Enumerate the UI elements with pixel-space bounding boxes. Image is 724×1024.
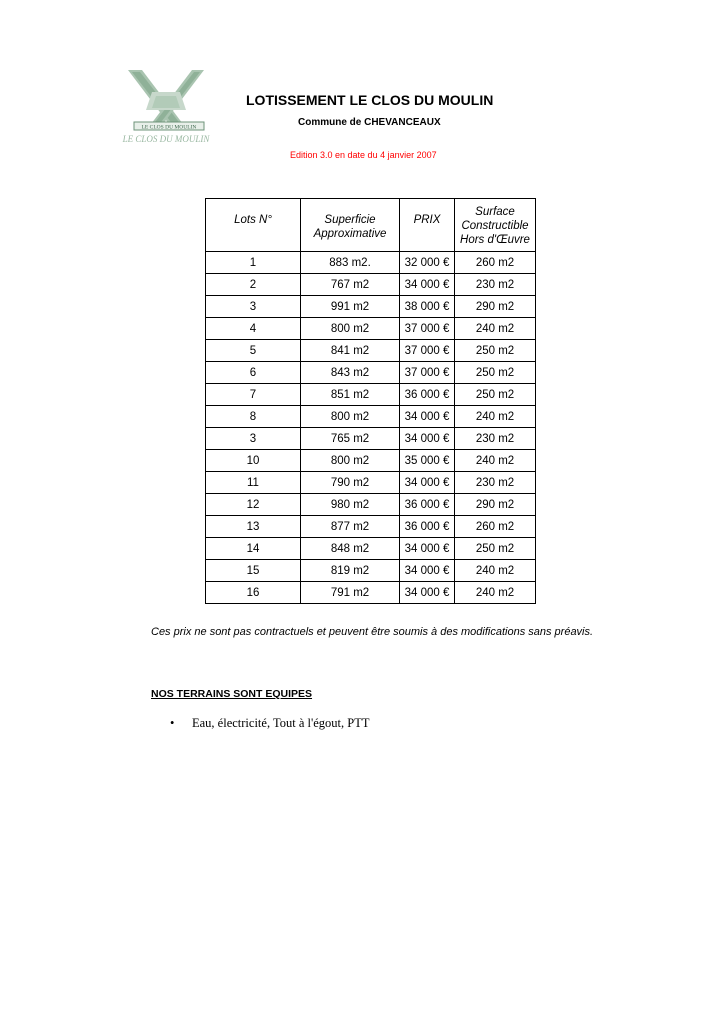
cell-price: 34 000 € <box>400 406 455 428</box>
table-row <box>206 318 536 340</box>
cell-buildable-surface: 250 m2 <box>455 340 536 362</box>
logo-script-text: LE CLOS DU MOULIN <box>122 134 210 144</box>
equipment-item-text: Eau, électricité, Tout à l'égout, PTT <box>192 716 370 730</box>
pricing-disclaimer: Ces prix ne sont pas contractuels et peuvent être soumis à des modifications sans préavis. <box>151 626 594 638</box>
table-row <box>206 516 536 538</box>
cell-buildable-surface: 250 m2 <box>455 384 536 406</box>
cell-lot-number: 16 <box>206 582 301 604</box>
cell-buildable-surface: 290 m2 <box>455 296 536 318</box>
cell-lot-number: 12 <box>206 494 301 516</box>
cell-buildable-surface: 240 m2 <box>455 560 536 582</box>
table-row <box>206 296 536 318</box>
col-header-surface-area: Superficie Approximative <box>301 199 400 252</box>
cell-buildable-surface: 230 m2 <box>455 472 536 494</box>
cell-price: 34 000 € <box>400 472 455 494</box>
cell-lot-number: 6 <box>206 362 301 384</box>
cell-surface-area: 800 m2 <box>301 450 400 472</box>
col-header-price: PRIX <box>400 199 455 252</box>
table-row <box>206 582 536 604</box>
cell-surface-area: 851 m2 <box>301 384 400 406</box>
list-item <box>170 716 369 731</box>
table-row <box>206 560 536 582</box>
edition-date: Edition 3.0 en date du 4 janvier 2007 <box>290 150 437 160</box>
cell-lot-number: 7 <box>206 384 301 406</box>
table-row <box>206 494 536 516</box>
cell-buildable-surface: 240 m2 <box>455 318 536 340</box>
cell-buildable-surface: 260 m2 <box>455 516 536 538</box>
cell-price: 35 000 € <box>400 450 455 472</box>
table-row <box>206 362 536 384</box>
cell-buildable-surface: 290 m2 <box>455 494 536 516</box>
table-row <box>206 252 536 274</box>
table-header-row <box>206 199 536 252</box>
cell-surface-area: 765 m2 <box>301 428 400 450</box>
cell-price: 37 000 € <box>400 318 455 340</box>
cell-lot-number: 1 <box>206 252 301 274</box>
cell-buildable-surface: 240 m2 <box>455 450 536 472</box>
logo-crossed-blades <box>128 70 204 128</box>
table-row <box>206 384 536 406</box>
cell-lot-number: 4 <box>206 318 301 340</box>
cell-price: 36 000 € <box>400 494 455 516</box>
logo-banner-text: LE CLOS DU MOULIN <box>141 124 197 131</box>
cell-lot-number: 15 <box>206 560 301 582</box>
cell-surface-area: 800 m2 <box>301 318 400 340</box>
cell-buildable-surface: 230 m2 <box>455 274 536 296</box>
cell-surface-area: 991 m2 <box>301 296 400 318</box>
cell-price: 34 000 € <box>400 582 455 604</box>
col-header-lot-number: Lots N° <box>206 199 301 252</box>
cell-surface-area: 767 m2 <box>301 274 400 296</box>
table-row <box>206 428 536 450</box>
cell-buildable-surface: 260 m2 <box>455 252 536 274</box>
cell-price: 37 000 € <box>400 362 455 384</box>
cell-buildable-surface: 240 m2 <box>455 582 536 604</box>
table-row <box>206 340 536 362</box>
cell-price: 34 000 € <box>400 538 455 560</box>
cell-lot-number: 14 <box>206 538 301 560</box>
cell-surface-area: 848 m2 <box>301 538 400 560</box>
cell-lot-number: 2 <box>206 274 301 296</box>
cell-lot-number: 3 <box>206 296 301 318</box>
cell-lot-number: 5 <box>206 340 301 362</box>
cell-price: 34 000 € <box>400 428 455 450</box>
logo-image <box>112 66 220 152</box>
cell-price: 36 000 € <box>400 516 455 538</box>
cell-buildable-surface: 240 m2 <box>455 406 536 428</box>
cell-price: 37 000 € <box>400 340 455 362</box>
bullet-icon: • <box>170 716 175 730</box>
lots-price-table <box>205 198 536 604</box>
table-row <box>206 450 536 472</box>
cell-price: 32 000 € <box>400 252 455 274</box>
cell-lot-number: 8 <box>206 406 301 428</box>
commune-subtitle: Commune de CHEVANCEAUX <box>298 117 441 128</box>
cell-lot-number: 13 <box>206 516 301 538</box>
cell-lot-number: 3 <box>206 428 301 450</box>
cell-surface-area: 877 m2 <box>301 516 400 538</box>
cell-buildable-surface: 250 m2 <box>455 362 536 384</box>
equipment-heading: NOS TERRAINS SONT EQUIPES <box>151 688 313 700</box>
cell-buildable-surface: 250 m2 <box>455 538 536 560</box>
cell-price: 34 000 € <box>400 274 455 296</box>
table-row <box>206 406 536 428</box>
cell-surface-area: 790 m2 <box>301 472 400 494</box>
cell-price: 36 000 € <box>400 384 455 406</box>
cell-lot-number: 11 <box>206 472 301 494</box>
table-row <box>206 472 536 494</box>
table-row <box>206 538 536 560</box>
cell-surface-area: 841 m2 <box>301 340 400 362</box>
cell-surface-area: 883 m2. <box>301 252 400 274</box>
cell-surface-area: 980 m2 <box>301 494 400 516</box>
cell-surface-area: 843 m2 <box>301 362 400 384</box>
table-row <box>206 274 536 296</box>
page-title: LOTISSEMENT LE CLOS DU MOULIN <box>246 92 494 108</box>
cell-surface-area: 819 m2 <box>301 560 400 582</box>
cell-lot-number: 10 <box>206 450 301 472</box>
cell-price: 34 000 € <box>400 560 455 582</box>
col-header-buildable-surface: Surface Constructible Hors d'Œuvre <box>455 199 536 252</box>
cell-buildable-surface: 230 m2 <box>455 428 536 450</box>
cell-surface-area: 791 m2 <box>301 582 400 604</box>
cell-price: 38 000 € <box>400 296 455 318</box>
equipment-list <box>170 716 369 731</box>
cell-surface-area: 800 m2 <box>301 406 400 428</box>
